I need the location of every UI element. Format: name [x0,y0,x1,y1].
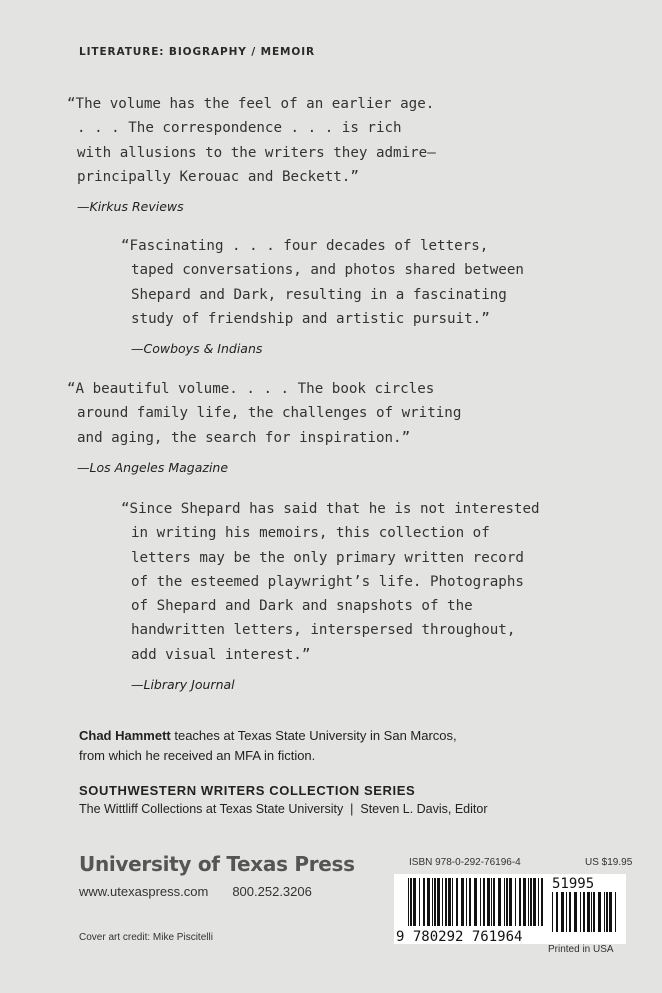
barcode-bar [427,878,430,926]
barcode-bar [587,892,590,932]
barcode [394,874,626,944]
barcode-bar [413,878,416,926]
barcode-bar [456,878,458,926]
quote-line: in writing his memoirs, this collection of [131,525,490,542]
barcode-bar [466,878,467,926]
review-quote-kirkus [67,92,436,214]
barcode-bar [598,892,601,932]
quote-attribution: —Cowboys & Indians [131,341,263,357]
quote-line: . . . The correspondence . . . is rich [77,120,402,137]
barcode-bar [541,878,543,926]
barcode-bar [615,892,616,932]
barcode-bar [506,878,508,926]
barcode-bar [437,878,440,926]
quote-attribution: —Los Angeles Magazine [77,459,229,475]
barcode-main-digits: 9 780292 761964 [396,929,523,944]
barcode-bar [487,878,490,926]
barcode-bar [604,892,605,932]
barcode-bar [498,878,501,926]
barcode-bar [480,878,481,926]
barcode-bar [574,892,577,932]
quote-line: of Shepard and Dark and snapshots of the [131,598,473,615]
barcode-bar [452,878,453,926]
barcode-bar [469,878,471,926]
barcode-bar [515,878,516,926]
barcode-bar [530,878,532,926]
bio-line [79,726,457,746]
barcode-bar [606,892,608,932]
barcode-bar [491,878,492,926]
quote-line: “A beautiful volume. . . . The book circles [67,381,435,397]
barcode-bar [538,878,539,926]
barcode-bar [609,892,612,932]
barcode-bar [461,878,464,926]
category-label: LITERATURE: BIOGRAPHY / MEMOIR [79,46,316,58]
cover-credit: Cover art credit: Mike Piscitelli [79,932,213,943]
barcode-bar [423,878,425,926]
quote-line: principally Kerouac and Beckett.” [77,168,359,185]
quote-line: handwritten letters, interspersed throughout, [131,622,516,639]
printed-in: Printed in USA [548,944,614,955]
barcode-bar [434,878,436,926]
barcode-bar [580,892,581,932]
quote-text [67,377,461,450]
barcode-bar [552,892,553,932]
quote-attribution: —Library Journal [131,677,235,693]
barcode-bars [408,878,543,926]
isbn: ISBN 978-0-292-76196-4 [409,857,521,868]
barcode-bar [569,892,571,932]
author-name: Chad Hammett [79,728,171,743]
quote-line: with allusions to the writers they admire— [77,144,436,161]
quote-line: taped conversations, and photos shared between [131,262,524,279]
barcode-bar [528,878,529,926]
series-subtitle: The Wittliff Collections at Texas State University | Steven L. Davis, Editor [79,802,488,816]
barcode-addon-digits: 51995 [552,876,595,892]
publisher-phone: 800.252.3206 [232,884,312,899]
barcode-bar [533,878,536,926]
barcode-bar [583,892,585,932]
barcode-bar [566,892,567,932]
barcode-bar [509,878,512,926]
quote-line: “Fascinating . . . four decades of letters, [121,238,489,254]
barcode-graphic [394,874,626,944]
quote-line: Shepard and Dark, resulting in a fascinating [131,286,507,303]
quote-line: around family life, the challenges of writing [77,405,462,422]
barcode-bar [474,878,477,926]
review-quote-cowboys-indians [121,234,524,356]
barcode-bar [432,878,433,926]
author-bio [79,726,457,766]
barcode-bar [561,892,564,932]
series-title: SOUTHWESTERN WRITERS COLLECTION SERIES [79,783,416,798]
quote-line: “Since Shepard has said that he is not interested [121,501,540,517]
barcode-addon-bars [552,892,616,932]
barcode-bar [448,878,451,926]
barcode-bar [519,878,521,926]
barcode-bar [419,878,420,926]
barcode-bar [591,892,592,932]
publisher-website: www.utexaspress.com [79,884,209,899]
review-quote-la-magazine [67,377,461,475]
barcode-bar [493,878,495,926]
quote-line: letters may be the only primary written record [131,549,524,566]
barcode-bar [504,878,505,926]
review-quote-library-journal [121,497,540,692]
bio-text: teaches at Texas State University in San Marcos, [170,728,457,743]
quote-line: “The volume has the feel of an earlier age. [67,96,435,112]
barcode-bar [408,878,409,926]
barcode-bar [410,878,412,926]
barcode-bar [442,878,443,926]
barcode-bar [593,892,595,932]
series-block [79,783,488,816]
quote-line: of the esteemed playwright’s life. Photographs [131,573,524,590]
publisher-name: University of Texas Press [79,852,355,876]
quote-line: add visual interest.” [131,646,311,663]
barcode-bar [556,892,558,932]
price: US $19.95 [585,857,633,868]
quote-line: study of friendship and artistic pursuit.” [131,310,490,327]
barcode-bar [483,878,485,926]
barcode-bar [523,878,526,926]
bio-line: from which he received an MFA in fiction. [79,748,316,763]
quote-text [121,497,540,667]
quote-text [121,234,524,331]
barcode-bar [445,878,447,926]
quote-text [67,92,436,189]
quote-attribution: —Kirkus Reviews [77,199,184,215]
publisher-contact [79,884,312,899]
quote-line: and aging, the search for inspiration.” [77,429,411,446]
